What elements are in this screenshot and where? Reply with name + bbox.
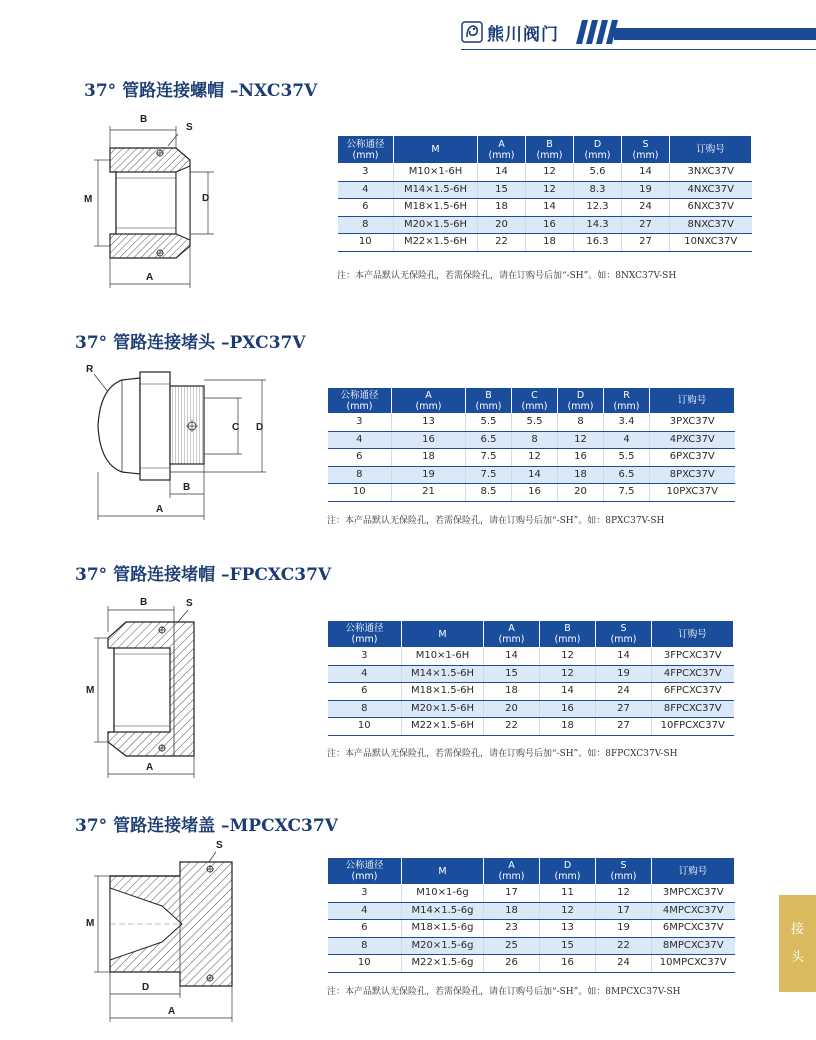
spec-table-fpcxc37v — [327, 620, 734, 736]
label-m: M — [86, 918, 95, 929]
table-row: 6 M18×1.5-6H 18 14 12.3 24 6NXC37V — [338, 199, 752, 217]
table-row: 10 21 8.5 16 20 7.5 10PXC37V — [328, 484, 735, 502]
label-c: C — [232, 422, 240, 433]
section-4-title: 37° 管路连接堵盖 –MPCXC37V — [75, 816, 338, 836]
side-tab-char-2: 头 — [790, 949, 804, 965]
table-row: 10 M22×1.5-6H 22 18 16.3 27 10NXC37V — [338, 234, 752, 252]
table-header-row — [328, 858, 735, 885]
label-b: B — [140, 114, 148, 125]
col-header: D (mm) — [558, 388, 604, 414]
table-row: 10 M22×1.5-6g 26 16 24 10MPCXC37V — [328, 955, 735, 973]
table-row: 10 M22×1.5-6H 22 18 27 10FPCXC37V — [328, 718, 734, 736]
label-m: M — [86, 685, 95, 696]
col-header: S (mm) — [622, 136, 670, 164]
table-row: 6 18 7.5 12 16 5.5 6PXC37V — [328, 449, 735, 467]
note-mpcxc37v: 注：本产品默认无保险孔，若需保险孔，请在订购号后加“-SH”。如：8MPCXC37V-SH — [327, 987, 681, 997]
section-1-title: 37° 管路连接螺帽 –NXC37V — [84, 81, 318, 101]
table-row: 4 M14×1.5-6H 15 12 8.3 19 4NXC37V — [338, 181, 752, 199]
table-row: 6 M18×1.5-6g 23 13 19 6MPCXC37V — [328, 920, 735, 938]
plug-drawing — [82, 358, 272, 524]
table-row: 6 M18×1.5-6H 18 14 24 6FPCXC37V — [328, 683, 734, 701]
col-header: 订购号 — [652, 621, 734, 648]
label-m: M — [84, 194, 93, 205]
page-header — [0, 0, 816, 60]
table-row: 4 M14×1.5-6H 15 12 19 4FPCXC37V — [328, 665, 734, 683]
col-header: 公称通径 (mm) — [328, 388, 392, 414]
label-s: S — [186, 598, 193, 609]
col-header: 公称通径 (mm) — [338, 136, 394, 164]
nut-drawing — [78, 108, 228, 293]
col-header: A (mm) — [484, 621, 540, 648]
label-d: D — [142, 982, 150, 993]
col-header: M — [394, 136, 478, 164]
label-b: B — [140, 597, 148, 608]
brand-name: 熊川阀门 — [487, 24, 559, 45]
table-row: 3 M10×1-6g 17 11 12 3MPCXC37V — [328, 885, 735, 903]
note-fpcxc37v: 注：本产品默认无保险孔，若需保险孔，请在订购号后加“-SH”。如：8FPCXC37V-SH — [327, 749, 678, 759]
label-d: D — [202, 193, 210, 204]
section-2-title: 37° 管路连接堵头 –PXC37V — [75, 333, 306, 353]
col-header: B (mm) — [526, 136, 574, 164]
brand — [461, 20, 559, 44]
label-r: R — [86, 364, 94, 375]
section-3-title: 37° 管路连接堵帽 –FPCXC37V — [75, 565, 332, 585]
col-header: 订购号 — [650, 388, 735, 414]
col-header: C (mm) — [512, 388, 558, 414]
table-row: 8 M20×1.5-6H 20 16 14.3 27 8NXC37V — [338, 216, 752, 234]
header-rule — [461, 49, 816, 50]
col-header: R (mm) — [604, 388, 650, 414]
col-header: D (mm) — [574, 136, 622, 164]
table-row: 8 M20×1.5-6g 25 15 22 8MPCXC37V — [328, 937, 735, 955]
table-header-row — [328, 388, 735, 414]
col-header: 公称通径 (mm) — [328, 621, 402, 648]
table-row: 4 M14×1.5-6g 18 12 17 4MPCXC37V — [328, 902, 735, 920]
col-header: 订购号 — [670, 136, 752, 164]
header-stripes — [570, 20, 618, 44]
col-header: M — [402, 858, 484, 885]
table-header-row — [328, 621, 734, 648]
col-header: M — [402, 621, 484, 648]
label-d: D — [256, 422, 264, 433]
label-a: A — [168, 1006, 176, 1017]
col-header: A (mm) — [392, 388, 466, 414]
table-row: 3 13 5.5 5.5 8 3.4 3PXC37V — [328, 414, 735, 432]
col-header: S (mm) — [596, 858, 652, 885]
label-a: A — [146, 762, 154, 773]
table-row: 3 M10×1-6H 14 12 14 3FPCXC37V — [328, 648, 734, 666]
cap-drawing — [80, 592, 220, 782]
header-bar — [614, 28, 816, 40]
table-row: 8 M20×1.5-6H 20 16 27 8FPCXC37V — [328, 700, 734, 718]
col-header: 公称通径 (mm) — [328, 858, 402, 885]
col-header: 订购号 — [652, 858, 735, 885]
spec-table-nxc37v — [337, 135, 752, 252]
spec-table-pxc37v — [327, 387, 735, 502]
label-s: S — [186, 122, 193, 133]
plug-cap-drawing — [80, 836, 250, 1026]
note-pxc37v: 注：本产品默认无保险孔，若需保险孔，请在订购号后加“-SH”。如：8PXC37V-SH — [327, 516, 665, 526]
brand-logo-icon — [461, 21, 483, 43]
label-a: A — [146, 272, 154, 283]
label-b: B — [183, 482, 191, 493]
col-header: A (mm) — [478, 136, 526, 164]
col-header: B (mm) — [540, 621, 596, 648]
label-s: S — [216, 840, 223, 851]
col-header: S (mm) — [596, 621, 652, 648]
col-header: A (mm) — [484, 858, 540, 885]
side-tab-joints — [779, 895, 816, 992]
table-row: 3 M10×1-6H 14 12 5.6 14 3NXC37V — [338, 164, 752, 182]
note-nxc37v: 注：本产品默认无保险孔，若需保险孔，请在订购号后加“-SH”。如：8NXC37V-SH — [337, 271, 677, 281]
side-tab-char-1: 接 — [790, 921, 804, 937]
spec-table-mpcxc37v — [327, 857, 735, 973]
label-a: A — [156, 504, 164, 515]
table-row: 4 16 6.5 8 12 4 4PXC37V — [328, 431, 735, 449]
table-header-row — [338, 136, 752, 164]
col-header: D (mm) — [540, 858, 596, 885]
col-header: B (mm) — [466, 388, 512, 414]
table-row: 8 19 7.5 14 18 6.5 8PXC37V — [328, 466, 735, 484]
